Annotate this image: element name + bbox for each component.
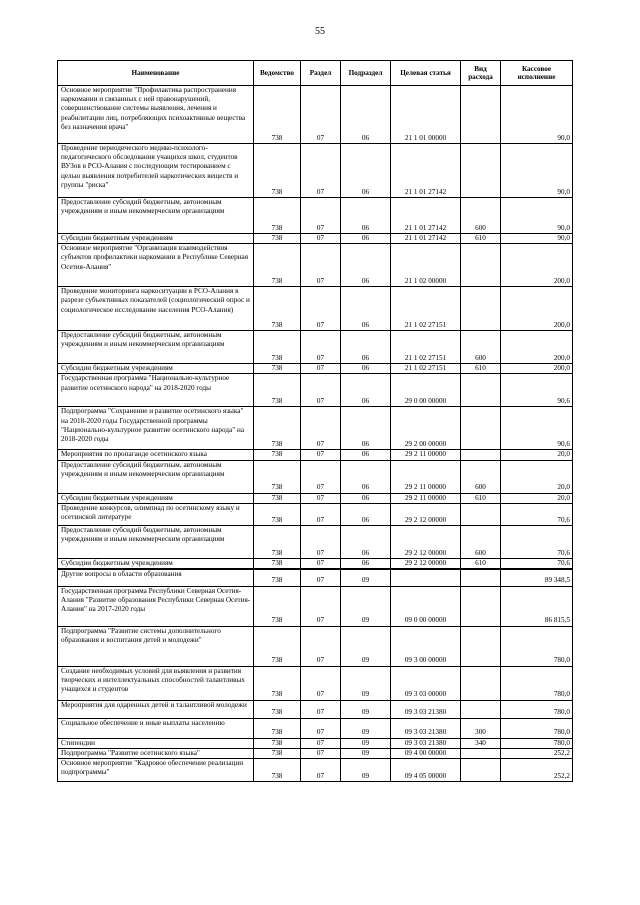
cell-name: Подпрограмма "Развитие системы дополнительного образования и воспитания детей и молодежи" [58, 626, 254, 666]
cell-amount: 90,0 [501, 86, 573, 144]
cell-expense-type: 600 [461, 331, 501, 364]
table-row [58, 666, 573, 700]
cell-department: 738 [254, 331, 301, 364]
table-row [58, 738, 573, 748]
cell-target: 09 3 03 00000 [391, 666, 461, 700]
cell-department: 738 [254, 287, 301, 331]
cell-subsection: 09 [341, 759, 391, 782]
cell-subsection: 06 [341, 234, 391, 244]
cell-section: 07 [301, 331, 341, 364]
cell-target: 09 4 00 00000 [391, 748, 461, 758]
cell-name: Государственная программа Республики Северная Осетия-Алания "Развитие образования Республики Северная Осетия-Алания" на 2017-2020 годы [58, 586, 254, 626]
cell-target: 29 2 11 00000 [391, 450, 461, 460]
cell-department: 738 [254, 503, 301, 525]
cell-expense-type: 610 [461, 558, 501, 569]
cell-subsection: 06 [341, 493, 391, 503]
cell-section: 07 [301, 558, 341, 569]
cell-subsection: 09 [341, 738, 391, 748]
cell-amount: 90,0 [501, 234, 573, 244]
cell-target: 09 3 03 21380 [391, 738, 461, 748]
cell-amount: 90,6 [501, 374, 573, 407]
cell-amount: 20,0 [501, 493, 573, 503]
cell-target: 29 0 00 00000 [391, 374, 461, 407]
cell-expense-type [461, 374, 501, 407]
cell-expense-type [461, 759, 501, 782]
cell-subsection: 06 [341, 503, 391, 525]
table-row [58, 450, 573, 460]
table-row [58, 460, 573, 493]
cell-amount: 89 348,5 [501, 569, 573, 586]
cell-name: Социальное обеспечение и иные выплаты населению [58, 718, 254, 738]
cell-expense-type [461, 666, 501, 700]
cell-expense-type [461, 626, 501, 666]
cell-subsection: 06 [341, 244, 391, 287]
cell-name: Предоставление субсидий бюджетным, автономным учреждениям и иным некоммерческим организациям [58, 525, 254, 558]
cell-name: Субсидии бюджетным учреждениям [58, 493, 254, 503]
table-row [58, 287, 573, 331]
cell-department: 738 [254, 759, 301, 782]
cell-target: 29 2 11 00000 [391, 460, 461, 493]
cell-target: 21 1 01 27142 [391, 198, 461, 234]
cell-name: Мероприятия для одаренных детей и талантливой молодежи [58, 700, 254, 718]
cell-amount: 20,0 [501, 450, 573, 460]
cell-department: 738 [254, 493, 301, 503]
cell-name: Основное мероприятие "Профилактика распространения наркомании и связанных с ней правонарушений, совершенствование системы выявления, лечения и реабилитации лиц, потребляющих психоактивные вещества без назначения врача" [58, 86, 254, 144]
cell-subsection: 06 [341, 331, 391, 364]
cell-subsection: 06 [341, 364, 391, 374]
header-name: Наименование [58, 61, 254, 86]
cell-section: 07 [301, 144, 341, 198]
cell-section: 07 [301, 234, 341, 244]
cell-section: 07 [301, 460, 341, 493]
cell-department: 738 [254, 700, 301, 718]
cell-expense-type [461, 450, 501, 460]
cell-expense-type [461, 86, 501, 144]
cell-department: 738 [254, 626, 301, 666]
cell-subsection: 09 [341, 718, 391, 738]
cell-subsection: 06 [341, 374, 391, 407]
cell-expense-type [461, 287, 501, 331]
cell-department: 738 [254, 364, 301, 374]
cell-section: 07 [301, 503, 341, 525]
cell-name: Предоставление субсидий бюджетным, автономным учреждениям и иным некоммерческим организациям [58, 331, 254, 364]
cell-expense-type [461, 700, 501, 718]
cell-amount: 70,6 [501, 525, 573, 558]
cell-target: 29 2 12 00000 [391, 503, 461, 525]
header-subsection: Подраздел [341, 61, 391, 86]
cell-name: Основное мероприятие "Организация взаимодействия субъектов профилактики наркомании в Республике Северная Осетия-Алания" [58, 244, 254, 287]
cell-expense-type [461, 569, 501, 586]
cell-section: 07 [301, 748, 341, 758]
cell-amount: 780,0 [501, 718, 573, 738]
cell-expense-type: 610 [461, 493, 501, 503]
cell-name: Предоставление субсидий бюджетным, автономным учреждениям и иным некоммерческим организациям [58, 198, 254, 234]
cell-subsection: 06 [341, 558, 391, 569]
cell-subsection: 09 [341, 700, 391, 718]
cell-target: 21 1 02 27151 [391, 331, 461, 364]
budget-table [57, 60, 573, 782]
cell-target: 09 3 03 21380 [391, 700, 461, 718]
cell-name: Субсидии бюджетным учреждениям [58, 558, 254, 569]
cell-department: 738 [254, 374, 301, 407]
header-department: Ведомство [254, 61, 301, 86]
cell-department: 738 [254, 86, 301, 144]
table-row [58, 503, 573, 525]
cell-target: 21 1 02 27151 [391, 364, 461, 374]
cell-department: 738 [254, 450, 301, 460]
table-row [58, 558, 573, 569]
cell-name: Создание необходимых условий для выявления и развития творческих и интеллектуальных способностей талантливых учащихся и студентов [58, 666, 254, 700]
cell-target [391, 569, 461, 586]
cell-department: 738 [254, 569, 301, 586]
table-row [58, 144, 573, 198]
cell-amount: 70,6 [501, 503, 573, 525]
cell-section: 07 [301, 666, 341, 700]
cell-name: Проведение мониторинга наркоситуации в РСО-Алания в разрезе субъективных показателей (социологический опрос и социологическое исследование населения РСО-Алания) [58, 287, 254, 331]
cell-amount: 200,0 [501, 244, 573, 287]
cell-name: Другие вопросы в области образования [58, 569, 254, 586]
cell-target: 29 2 11 00000 [391, 493, 461, 503]
table-row [58, 244, 573, 287]
cell-target: 29 2 12 00000 [391, 558, 461, 569]
cell-expense-type: 610 [461, 364, 501, 374]
cell-section: 07 [301, 287, 341, 331]
table-row [58, 331, 573, 364]
cell-department: 738 [254, 234, 301, 244]
cell-department: 738 [254, 666, 301, 700]
cell-amount: 20,0 [501, 460, 573, 493]
cell-department: 738 [254, 407, 301, 450]
cell-name: Проведение периодического медико-психолого-педагогического обследования учащихся школ, студентов ВУЗов в РСО-Алания с последующим тестированием с целью выявления потребителей наркотических веществ и группы "риска" [58, 144, 254, 198]
cell-expense-type: 600 [461, 525, 501, 558]
cell-target: 21 1 02 00000 [391, 244, 461, 287]
cell-subsection: 09 [341, 666, 391, 700]
cell-department: 738 [254, 718, 301, 738]
cell-section: 07 [301, 374, 341, 407]
cell-target: 21 1 01 00000 [391, 86, 461, 144]
cell-expense-type [461, 503, 501, 525]
cell-expense-type: 600 [461, 460, 501, 493]
cell-amount: 200,0 [501, 364, 573, 374]
cell-expense-type [461, 144, 501, 198]
table-row [58, 374, 573, 407]
cell-target: 09 3 03 21380 [391, 718, 461, 738]
cell-department: 738 [254, 586, 301, 626]
cell-expense-type: 300 [461, 718, 501, 738]
cell-target: 29 2 00 00000 [391, 407, 461, 450]
cell-amount: 252,2 [501, 748, 573, 758]
cell-section: 07 [301, 525, 341, 558]
header-target: Целевая статья [391, 61, 461, 86]
cell-department: 738 [254, 144, 301, 198]
cell-name: Государственная программа "Национально-культурное развитие осетинского народа" на 2018-2020 годы [58, 374, 254, 407]
cell-amount: 200,0 [501, 287, 573, 331]
cell-department: 738 [254, 244, 301, 287]
cell-subsection: 06 [341, 450, 391, 460]
table-row [58, 493, 573, 503]
cell-section: 07 [301, 700, 341, 718]
cell-target: 09 3 00 00000 [391, 626, 461, 666]
cell-section: 07 [301, 718, 341, 738]
table-row [58, 759, 573, 782]
cell-amount: 780,0 [501, 738, 573, 748]
cell-target: 29 2 12 00000 [391, 525, 461, 558]
cell-subsection: 09 [341, 569, 391, 586]
cell-department: 738 [254, 558, 301, 569]
table-row [58, 700, 573, 718]
cell-subsection: 09 [341, 748, 391, 758]
table-row [58, 569, 573, 586]
cell-amount: 70,6 [501, 558, 573, 569]
cell-expense-type [461, 244, 501, 287]
cell-name: Проведение конкурсов, олимпиад по осетинскому языку и осетинской литературе [58, 503, 254, 525]
cell-section: 07 [301, 759, 341, 782]
header-expense-type: Вид расхода [461, 61, 501, 86]
cell-department: 738 [254, 198, 301, 234]
cell-section: 07 [301, 244, 341, 287]
cell-expense-type: 340 [461, 738, 501, 748]
cell-expense-type [461, 407, 501, 450]
table-row [58, 626, 573, 666]
cell-subsection: 09 [341, 626, 391, 666]
cell-target: 21 1 02 27151 [391, 287, 461, 331]
cell-expense-type [461, 586, 501, 626]
cell-name: Предоставление субсидий бюджетным, автономным учреждениям и иным некоммерческим организациям [58, 460, 254, 493]
cell-amount: 780,0 [501, 700, 573, 718]
cell-name: Субсидии бюджетным учреждениям [58, 234, 254, 244]
cell-target: 21 1 01 27142 [391, 144, 461, 198]
cell-section: 07 [301, 586, 341, 626]
table-row [58, 234, 573, 244]
cell-department: 738 [254, 748, 301, 758]
cell-target: 21 1 01 27142 [391, 234, 461, 244]
table-row [58, 586, 573, 626]
cell-amount: 90,0 [501, 198, 573, 234]
cell-section: 07 [301, 493, 341, 503]
cell-section: 07 [301, 364, 341, 374]
cell-expense-type: 600 [461, 198, 501, 234]
cell-target: 09 4 05 00000 [391, 759, 461, 782]
table-row [58, 748, 573, 758]
table-row [58, 364, 573, 374]
header-section: Раздел [301, 61, 341, 86]
cell-section: 07 [301, 450, 341, 460]
cell-amount: 780,0 [501, 626, 573, 666]
header-amount: Кассовое исполнение [501, 61, 573, 86]
table-row [58, 525, 573, 558]
cell-subsection: 06 [341, 86, 391, 144]
cell-target: 09 0 00 00000 [391, 586, 461, 626]
cell-subsection: 09 [341, 586, 391, 626]
cell-section: 07 [301, 407, 341, 450]
cell-amount: 252,2 [501, 759, 573, 782]
cell-name: Стипендии [58, 738, 254, 748]
cell-subsection: 06 [341, 407, 391, 450]
cell-amount: 90,6 [501, 407, 573, 450]
table-row [58, 718, 573, 738]
cell-subsection: 06 [341, 525, 391, 558]
table-row [58, 407, 573, 450]
table-row [58, 86, 573, 144]
cell-name: Мероприятия по пропаганде осетинского языка [58, 450, 254, 460]
cell-amount: 90,0 [501, 144, 573, 198]
page-number: 55 [315, 26, 325, 37]
cell-department: 738 [254, 460, 301, 493]
cell-name: Основное мероприятие "Кадровое обеспечение реализации подпрограммы" [58, 759, 254, 782]
cell-department: 738 [254, 738, 301, 748]
cell-amount: 86 815,5 [501, 586, 573, 626]
cell-subsection: 06 [341, 198, 391, 234]
cell-name: Подпрограмма "Развитие осетинского языка" [58, 748, 254, 758]
cell-department: 738 [254, 525, 301, 558]
cell-subsection: 06 [341, 144, 391, 198]
cell-name: Подпрограмма "Сохранение и развитие осетинского языка" на 2018-2020 годы Государственной программы "Национально-культурное развитие осетинского народа" на 2018-2020 годы [58, 407, 254, 450]
cell-section: 07 [301, 626, 341, 666]
cell-amount: 200,0 [501, 331, 573, 364]
table-header-row [58, 61, 573, 86]
cell-section: 07 [301, 738, 341, 748]
cell-amount: 780,0 [501, 666, 573, 700]
cell-section: 07 [301, 198, 341, 234]
cell-expense-type [461, 748, 501, 758]
cell-subsection: 06 [341, 287, 391, 331]
cell-section: 07 [301, 86, 341, 144]
table-row [58, 198, 573, 234]
cell-subsection: 06 [341, 460, 391, 493]
cell-expense-type: 610 [461, 234, 501, 244]
cell-section: 07 [301, 569, 341, 586]
cell-name: Субсидии бюджетным учреждениям [58, 364, 254, 374]
